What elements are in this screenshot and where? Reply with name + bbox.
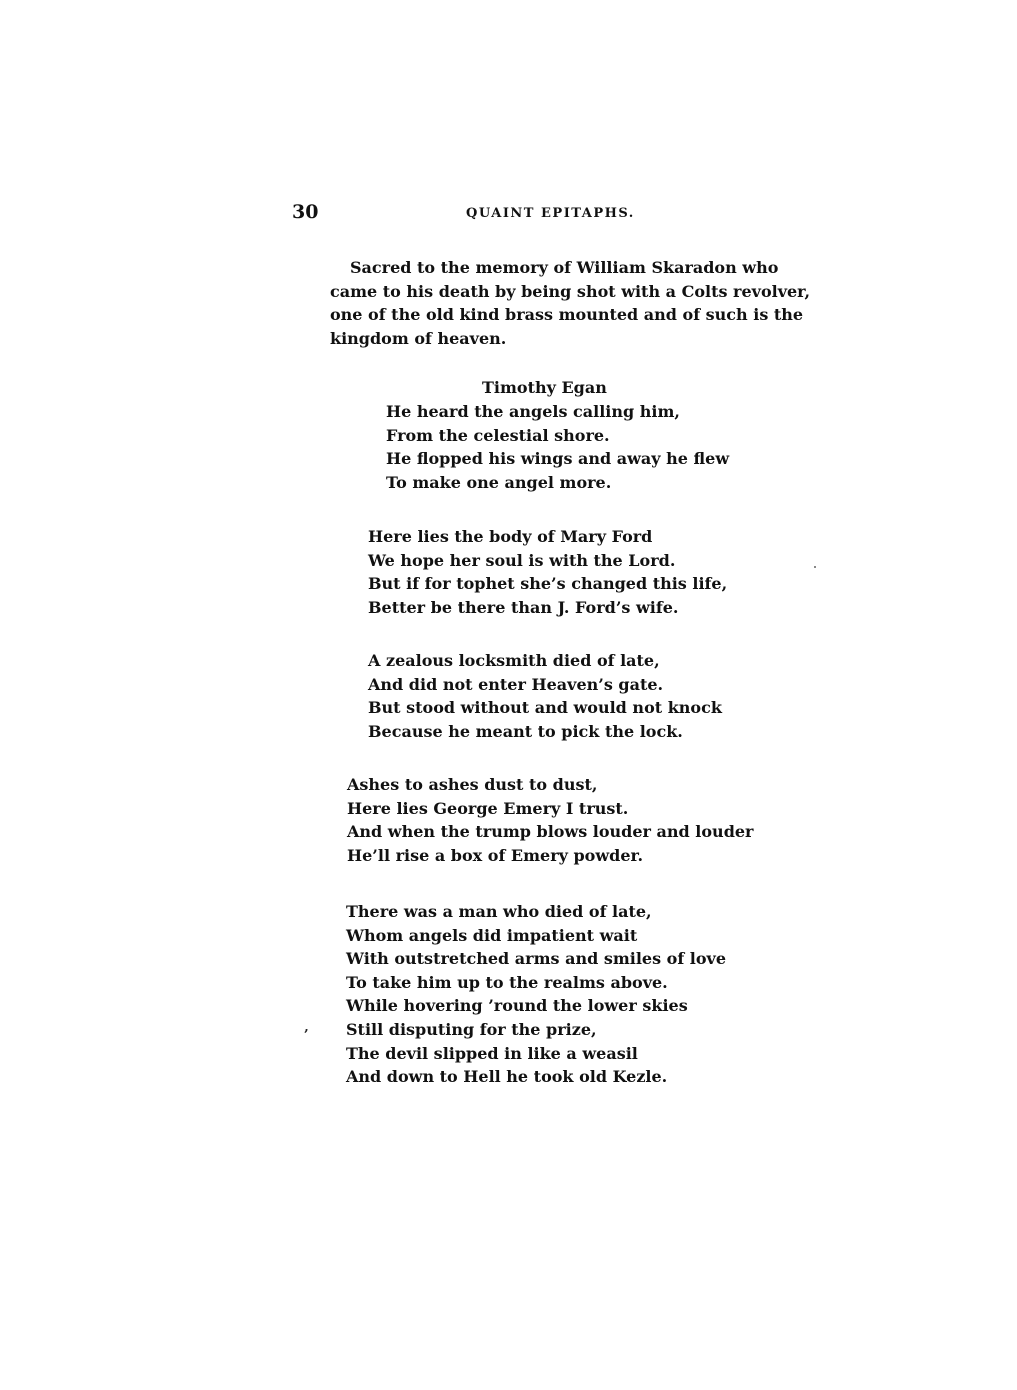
verse-line: There was a man who died of late, xyxy=(346,902,652,921)
verse-line: Still disputing for the prize, xyxy=(346,1019,597,1039)
epitaph-kezle xyxy=(346,900,726,1089)
verse-line: He’ll rise a box of Emery powder. xyxy=(347,845,644,865)
verse-line: To take him up to the realms above. xyxy=(346,972,668,992)
running-title: QUAINT EPITAPHS. xyxy=(466,206,635,221)
verse-line: And did not enter Heaven’s gate. xyxy=(368,674,664,694)
epitaph-mary-ford xyxy=(368,525,727,619)
epitaph-line: one of the old kind brass mounted and of such is the xyxy=(330,305,804,324)
verse-line: With outstretched arms and smiles of love xyxy=(346,949,727,969)
epitaph-line: kingdom of heaven. xyxy=(330,328,507,348)
verse-line: And down to Hell he took old Kezle. xyxy=(346,1067,668,1087)
epitaph-locksmith xyxy=(368,649,722,743)
stray-ink-mark: ‚ xyxy=(304,1019,309,1035)
verse-line: From the celestial shore. xyxy=(386,425,610,445)
verse-line: Better be there than J. Ford’s wife. xyxy=(368,597,679,617)
verse-line: Whom angels did impatient wait xyxy=(346,925,638,945)
verse-line: The devil slipped in like a weasil xyxy=(346,1043,638,1063)
verse-line: To make one angel more. xyxy=(386,472,612,492)
verse-line: And when the trump blows louder and louder xyxy=(347,822,754,842)
verse-line: Here lies George Emery I trust. xyxy=(347,798,629,818)
verse-line: Ashes to ashes dust to dust, xyxy=(347,775,598,794)
verse-line: He flopped his wings and away he flew xyxy=(386,449,730,469)
verse-line: Because he meant to pick the lock. xyxy=(368,721,683,741)
page-number: 30 xyxy=(292,201,319,223)
epitaph-egan-name: Timothy Egan xyxy=(482,378,607,397)
verse-line: Here lies the body of Mary Ford xyxy=(368,527,653,546)
verse-line: But if for tophet she’s changed this life, xyxy=(368,574,728,594)
verse-line: We hope her soul is with the Lord. xyxy=(368,550,676,570)
verse-line: While hovering ’round the lower skies xyxy=(346,996,688,1016)
epitaph-george-emery xyxy=(347,773,753,867)
verse-line: But stood without and would not knock xyxy=(368,698,722,718)
verse-line: He heard the angels calling him, xyxy=(386,402,680,421)
verse-line: A zealous locksmith died of late, xyxy=(368,651,660,670)
epitaph-line: came to his death by being shot with a Colts revolver, xyxy=(330,281,811,301)
epitaph-skaradon xyxy=(330,256,820,350)
epitaph-egan xyxy=(386,400,729,494)
print-speck xyxy=(814,566,816,568)
epitaph-line: Sacred to the memory of William Skaradon who xyxy=(350,258,779,277)
